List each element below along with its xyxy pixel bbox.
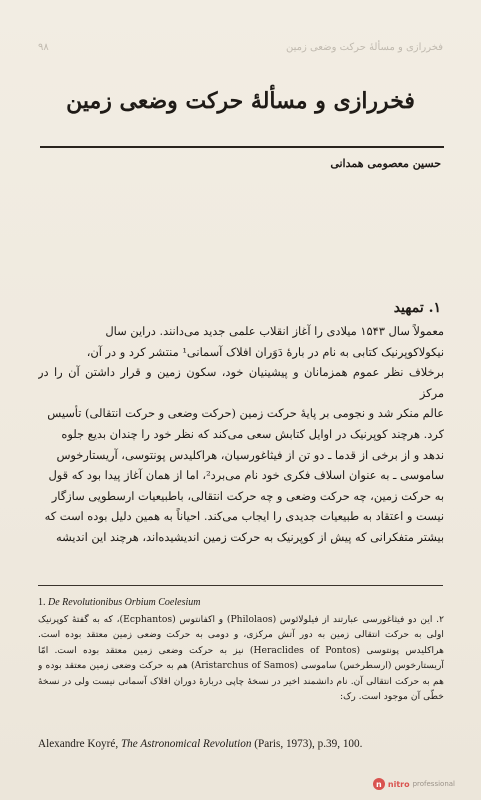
pdf-watermark: [373, 778, 455, 790]
footnote-2: ۲. این دو فیثاغورسی عبارتند از فیلولائوس (Philolaos) و اکفانتوس (Ecphantos)، که به گفتهٔ کوپرنیک اولی به حرکت انتقالی زمین به دور آتش مرکزی، و دومی به حرکت وضعی زمین معتقد بوده است. هراکلیدس پونتوسی (Heraclides of Pontos) نیز به حرکت وضعی زمین معتقد بوده است. امّا آریستارخوس (ارسطرخس) ساموسی (Aristarchus of Samos) هم به حرکت وضعی زمین معتقد بوده و هم به حرکت انتقالی آن. نام دانشمند اخیر در نسخهٔ چاپی دربارهٔ دوران افلاک آسمانی نیست ولی در نسخهٔ خطّی آن موجود است. رک:: [38, 614, 444, 703]
body-text: [38, 321, 444, 565]
watermark-suffix: professional: [412, 780, 455, 788]
title-rule: [40, 146, 444, 148]
running-header: [38, 40, 443, 54]
footnote-reference: [38, 738, 362, 750]
reference-author: Alexandre Koyré,: [38, 738, 121, 750]
body-line: ساموسی ـ به عنوان اسلاف فکری خود نام می‌برد²، اما از همان آغاز پیدا بود که قول: [48, 468, 444, 483]
body-line: معمولاً سال ۱۵۴۳ میلادی را آغاز انقلاب علمی جدید می‌دانند. دراین سال: [105, 324, 444, 338]
body-line: عالم منکر شد و نجومی بر پایهٔ حرکت زمین (حرکت وضعی و حرکت انتقالی) تأسیس: [47, 406, 444, 421]
reference-title: The Astronomical Revolution: [120, 738, 252, 750]
body-line: برخلاف نظر عموم همزمانان و پیشینیان خود، سکون زمین و قرار داشتن آن را در مرکز: [38, 365, 444, 400]
body-line: کرد. هرچند کوپرنیک در اوایل کتابش سعی می‌کند که نظر خود را چندان بدیع جلوه: [61, 426, 444, 441]
reference-details: (Paris, 1973), p.39, 100.: [251, 738, 363, 750]
page-number: ۹۸: [38, 41, 49, 53]
body-line: نیست و اعتقاد به طبیعیات جدیدی را ایجاب می‌کند. احیاناً به همین دلیل بوده است که: [44, 509, 444, 524]
watermark-brand: nitro: [387, 779, 410, 789]
running-header-title: فخررازی و مسألۀ حرکت وضعی زمین: [285, 41, 443, 53]
body-line: بیشتر متفکرانی که پیش از کوپرنیک به حرکت زمین اندیشیده‌اند، هرچند این اندیشه: [56, 529, 444, 544]
article-title: فخررازی و مسألهٔ حرکت وضعی زمین: [66, 88, 415, 114]
footnote-1-title: De Revolutionibus Orbium Coelesium: [48, 597, 201, 608]
footnote-rule: [38, 585, 443, 586]
author-name: حسین معصومی همدانی: [330, 157, 441, 170]
body-line: به حرکت زمین، چه حرکت وضعی و چه حرکت انتقالی، باطبیعیات ارسطویی سازگار: [51, 488, 444, 503]
nitro-logo-icon: n: [373, 778, 385, 790]
footnote-1-number: 1.: [38, 597, 46, 608]
section-heading: ۱. تمهید: [393, 300, 441, 316]
body-line: ندهد و از برخی از قدما ـ دو تن از فیثاغورسیان، هراکلیدس پونتوسی، آریستارخوس: [56, 447, 444, 462]
body-line: نیکولاکوپرنیک کتابی به نام در بارهٔ دَوَران افلاک آسمانی¹ منتشر کرد و در آن،: [86, 344, 444, 359]
footnote-1: [38, 597, 200, 608]
faded-abstract: [40, 183, 441, 301]
